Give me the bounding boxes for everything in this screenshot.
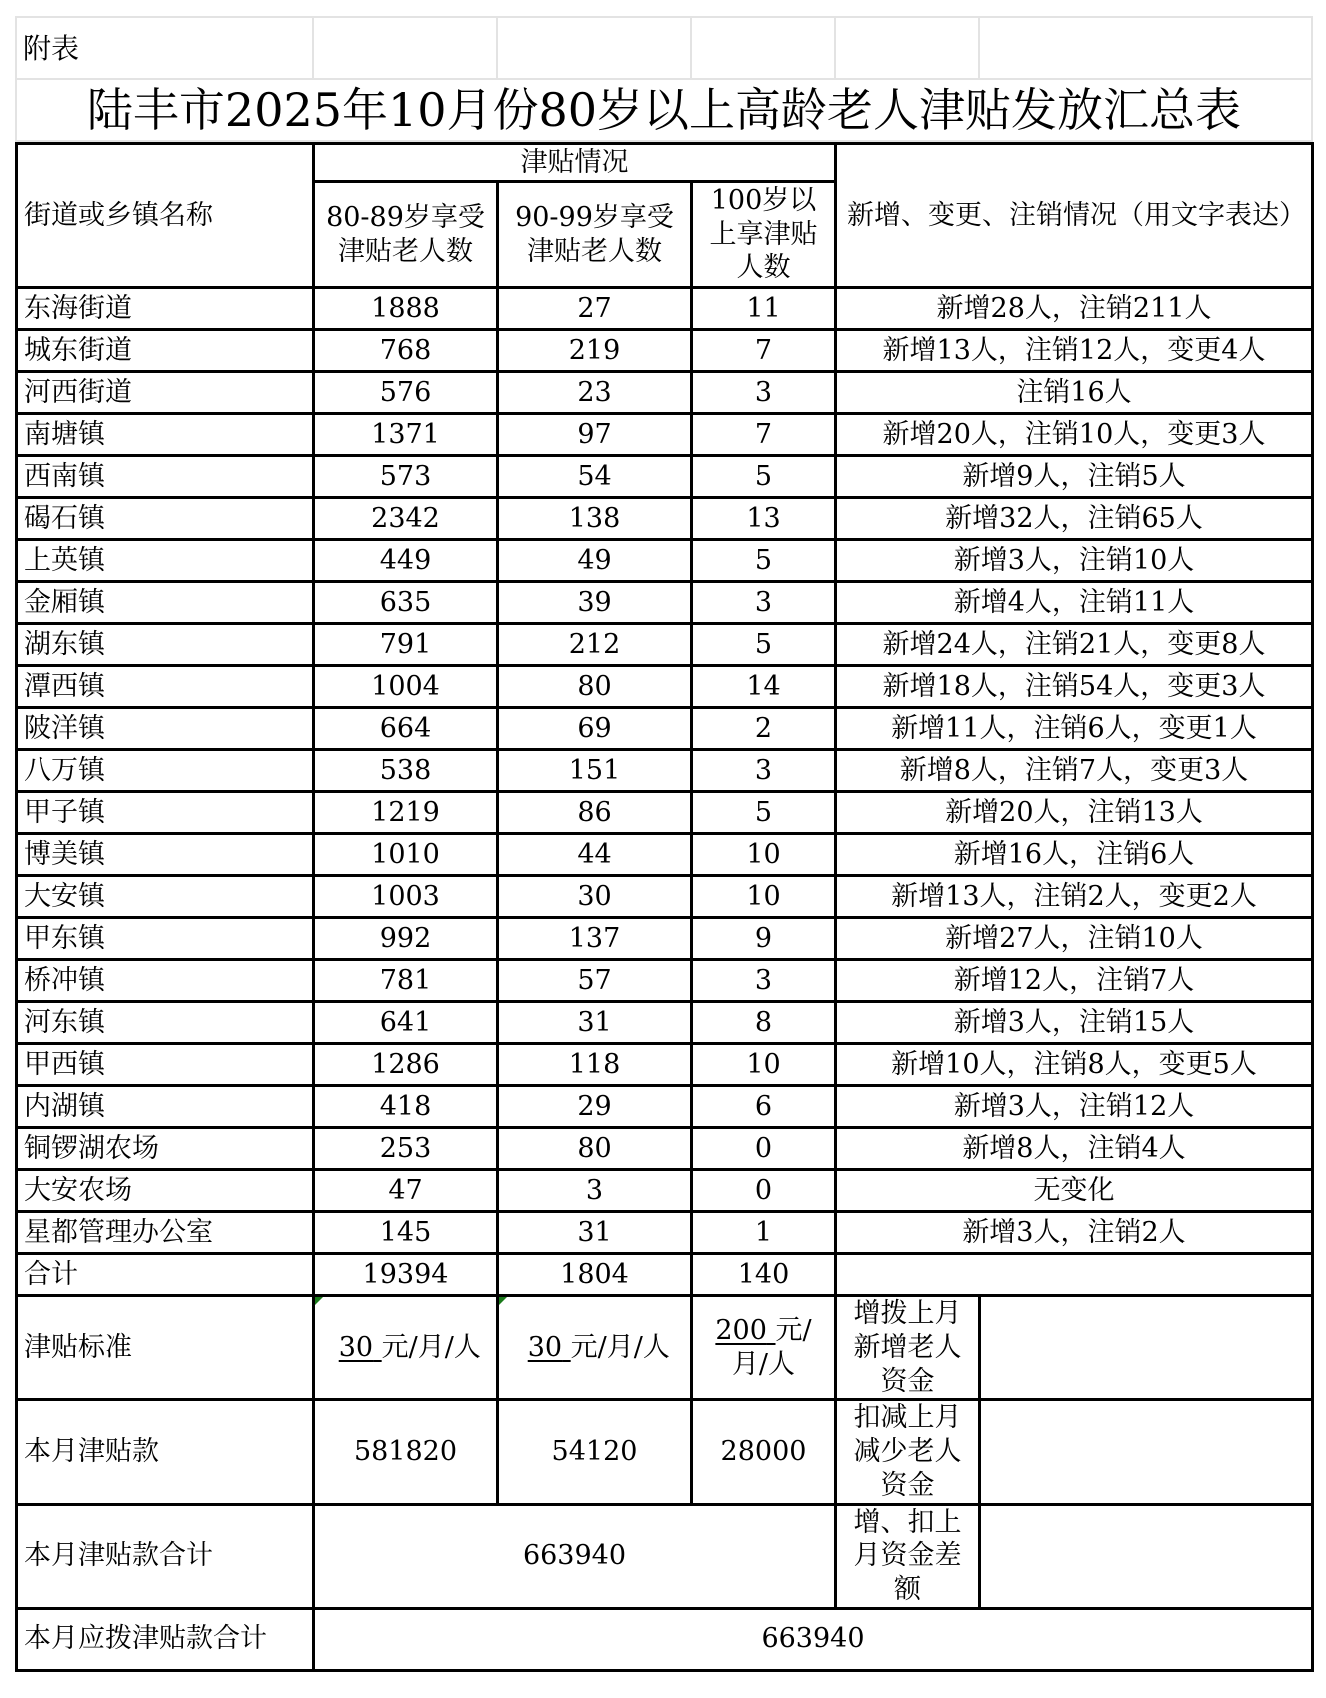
row-changes[interactable]: 新增20人，注销10人，变更3人 xyxy=(836,414,1313,456)
standard-unit: 元/月/人 xyxy=(731,1314,812,1380)
col-header-100-plus: 100岁以上享津贴人数 xyxy=(692,182,836,288)
row-100-plus[interactable]: 7 xyxy=(692,414,836,456)
row-80-89[interactable]: 1286 xyxy=(314,1044,498,1086)
total-80-89[interactable]: 19394 xyxy=(314,1254,498,1296)
row-90-99[interactable]: 31 xyxy=(498,1002,692,1044)
standard-unit: 元/月/人 xyxy=(570,1331,670,1363)
monthly-label: 本月津贴款 xyxy=(17,1400,314,1504)
row-100-plus[interactable]: 10 xyxy=(692,876,836,918)
row-changes[interactable]: 新增11人，注销6人，变更1人 xyxy=(836,708,1313,750)
data-table xyxy=(15,142,1314,1672)
table-row xyxy=(17,582,1313,624)
row-changes[interactable]: 新增24人，注销21人，变更8人 xyxy=(836,624,1313,666)
row-100-plus[interactable]: 2 xyxy=(692,708,836,750)
standard-amount: 30 xyxy=(527,1331,563,1363)
total-90-99[interactable]: 1804 xyxy=(498,1254,692,1296)
col-header-name: 街道或乡镇名称 xyxy=(17,144,314,288)
row-90-99[interactable]: 57 xyxy=(498,960,692,1002)
appendix-label: 附表 xyxy=(16,17,313,79)
deduct-funds-label: 扣减上月减少老人资金 xyxy=(836,1400,980,1504)
add-funds-label: 增拨上月新增老人资金 xyxy=(836,1296,980,1400)
add-funds-value[interactable] xyxy=(980,1296,1313,1400)
total-100-plus[interactable]: 140 xyxy=(692,1254,836,1296)
row-90-99[interactable]: 138 xyxy=(498,498,692,540)
row-changes[interactable]: 新增3人，注销15人 xyxy=(836,1002,1313,1044)
row-90-99[interactable]: 80 xyxy=(498,666,692,708)
row-90-99[interactable]: 151 xyxy=(498,750,692,792)
row-name: 内湖镇 xyxy=(17,1086,314,1128)
row-80-89[interactable]: 781 xyxy=(314,960,498,1002)
row-90-99[interactable]: 23 xyxy=(498,372,692,414)
row-name: 博美镇 xyxy=(17,834,314,876)
payable-total-row xyxy=(17,1608,1313,1670)
row-name: 大安镇 xyxy=(17,876,314,918)
row-name: 东海街道 xyxy=(17,288,314,330)
empty-cell[interactable] xyxy=(313,17,497,79)
data-rows xyxy=(17,288,1313,1254)
row-90-99[interactable]: 69 xyxy=(498,708,692,750)
row-100-plus[interactable]: 5 xyxy=(692,624,836,666)
row-80-89[interactable]: 538 xyxy=(314,750,498,792)
row-100-plus[interactable]: 10 xyxy=(692,1044,836,1086)
empty-cell[interactable] xyxy=(979,17,1312,79)
row-100-plus[interactable]: 0 xyxy=(692,1170,836,1212)
sheet-header xyxy=(15,16,1313,142)
col-header-90-99: 90-99岁享受津贴老人数 xyxy=(498,182,692,288)
monthly-total-value[interactable]: 663940 xyxy=(314,1504,836,1608)
row-80-89[interactable]: 1003 xyxy=(314,876,498,918)
col-header-group: 津贴情况 xyxy=(314,144,836,182)
row-name: 潭西镇 xyxy=(17,666,314,708)
row-100-plus[interactable]: 5 xyxy=(692,456,836,498)
row-80-89[interactable]: 635 xyxy=(314,582,498,624)
row-name: 碣石镇 xyxy=(17,498,314,540)
row-name: 河东镇 xyxy=(17,1002,314,1044)
row-100-plus[interactable]: 3 xyxy=(692,582,836,624)
difference-label: 增、扣上月资金差额 xyxy=(836,1504,980,1608)
row-name: 陂洋镇 xyxy=(17,708,314,750)
row-80-89[interactable]: 1371 xyxy=(314,414,498,456)
row-changes[interactable]: 新增13人，注销12人，变更4人 xyxy=(836,330,1313,372)
monthly-total-row xyxy=(17,1504,1313,1608)
table-row xyxy=(17,456,1313,498)
table-row xyxy=(17,876,1313,918)
col-header-80-89: 80-89岁享受津贴老人数 xyxy=(314,182,498,288)
standard-amount: 30 xyxy=(338,1331,374,1363)
row-100-plus[interactable]: 1 xyxy=(692,1212,836,1254)
row-changes[interactable]: 新增3人，注销10人 xyxy=(836,540,1313,582)
row-90-99[interactable]: 54 xyxy=(498,456,692,498)
table-row xyxy=(17,1128,1313,1170)
row-changes[interactable]: 新增27人，注销10人 xyxy=(836,918,1313,960)
row-changes[interactable]: 无变化 xyxy=(836,1170,1313,1212)
table-row xyxy=(17,624,1313,666)
row-80-89[interactable]: 253 xyxy=(314,1128,498,1170)
row-changes[interactable]: 注销16人 xyxy=(836,372,1313,414)
table-row xyxy=(17,498,1313,540)
row-80-89[interactable]: 664 xyxy=(314,708,498,750)
empty-cell[interactable] xyxy=(497,17,691,79)
row-90-99[interactable]: 39 xyxy=(498,582,692,624)
difference-value[interactable] xyxy=(980,1504,1313,1608)
row-90-99[interactable]: 27 xyxy=(498,288,692,330)
table-row xyxy=(17,960,1313,1002)
row-80-89[interactable]: 449 xyxy=(314,540,498,582)
standard-80-89[interactable] xyxy=(314,1296,498,1400)
row-90-99[interactable]: 30 xyxy=(498,876,692,918)
row-80-89[interactable]: 1010 xyxy=(314,834,498,876)
row-80-89[interactable]: 791 xyxy=(314,624,498,666)
row-name: 桥冲镇 xyxy=(17,960,314,1002)
row-100-plus[interactable]: 11 xyxy=(692,288,836,330)
row-80-89[interactable]: 2342 xyxy=(314,498,498,540)
row-changes[interactable]: 新增3人，注销12人 xyxy=(836,1086,1313,1128)
table-row xyxy=(17,918,1313,960)
row-90-99[interactable]: 49 xyxy=(498,540,692,582)
row-90-99[interactable]: 44 xyxy=(498,834,692,876)
row-changes[interactable]: 新增20人，注销13人 xyxy=(836,792,1313,834)
row-90-99[interactable]: 137 xyxy=(498,918,692,960)
standard-amount: 200 xyxy=(715,1314,767,1346)
monthly-100-plus[interactable]: 28000 xyxy=(692,1400,836,1504)
page-title: 陆丰市2025年10月份80岁以上高龄老人津贴发放汇总表 xyxy=(16,79,1312,141)
table-row xyxy=(17,414,1313,456)
row-80-89[interactable]: 418 xyxy=(314,1086,498,1128)
row-80-89[interactable]: 768 xyxy=(314,330,498,372)
row-100-plus[interactable]: 6 xyxy=(692,1086,836,1128)
total-note[interactable] xyxy=(836,1254,1313,1296)
payable-total-value[interactable]: 663940 xyxy=(314,1608,1313,1670)
table-row xyxy=(17,666,1313,708)
table-row xyxy=(17,372,1313,414)
row-name: 湖东镇 xyxy=(17,624,314,666)
row-100-plus[interactable]: 0 xyxy=(692,1128,836,1170)
row-90-99[interactable]: 118 xyxy=(498,1044,692,1086)
standard-row xyxy=(17,1296,1313,1400)
row-90-99[interactable]: 80 xyxy=(498,1128,692,1170)
row-90-99[interactable]: 97 xyxy=(498,414,692,456)
row-90-99[interactable]: 29 xyxy=(498,1086,692,1128)
table-row xyxy=(17,540,1313,582)
row-100-plus[interactable]: 10 xyxy=(692,834,836,876)
row-90-99[interactable]: 86 xyxy=(498,792,692,834)
row-changes[interactable]: 新增18人，注销54人，变更3人 xyxy=(836,666,1313,708)
total-row xyxy=(17,1254,1313,1296)
row-name: 西南镇 xyxy=(17,456,314,498)
row-100-plus[interactable]: 9 xyxy=(692,918,836,960)
row-80-89[interactable]: 641 xyxy=(314,1002,498,1044)
monthly-90-99[interactable]: 54120 xyxy=(498,1400,692,1504)
empty-cell[interactable] xyxy=(691,17,835,79)
payable-total-label: 本月应拨津贴款合计 xyxy=(17,1608,314,1670)
summary-sheet xyxy=(15,16,1311,1672)
row-100-plus[interactable]: 8 xyxy=(692,1002,836,1044)
row-name: 八万镇 xyxy=(17,750,314,792)
row-changes[interactable]: 新增28人，注销211人 xyxy=(836,288,1313,330)
table-row xyxy=(17,330,1313,372)
row-90-99[interactable]: 219 xyxy=(498,330,692,372)
row-80-89[interactable]: 145 xyxy=(314,1212,498,1254)
row-80-89[interactable]: 1219 xyxy=(314,792,498,834)
row-changes[interactable]: 新增8人，注销7人，变更3人 xyxy=(836,750,1313,792)
row-90-99[interactable]: 31 xyxy=(498,1212,692,1254)
total-label: 合计 xyxy=(17,1254,314,1296)
table-row xyxy=(17,1044,1313,1086)
row-changes[interactable]: 新增12人，注销7人 xyxy=(836,960,1313,1002)
row-name: 上英镇 xyxy=(17,540,314,582)
row-100-plus[interactable]: 3 xyxy=(692,750,836,792)
row-100-plus[interactable]: 3 xyxy=(692,372,836,414)
table-row xyxy=(17,1002,1313,1044)
row-80-89[interactable]: 573 xyxy=(314,456,498,498)
monthly-80-89[interactable]: 581820 xyxy=(314,1400,498,1504)
row-changes[interactable]: 新增3人，注销2人 xyxy=(836,1212,1313,1254)
table-row xyxy=(17,1086,1313,1128)
row-80-89[interactable]: 47 xyxy=(314,1170,498,1212)
deduct-funds-value[interactable] xyxy=(980,1400,1313,1504)
row-name: 甲子镇 xyxy=(17,792,314,834)
table-row xyxy=(17,834,1313,876)
empty-cell[interactable] xyxy=(835,17,979,79)
row-name: 甲西镇 xyxy=(17,1044,314,1086)
standard-100-plus[interactable] xyxy=(692,1296,836,1400)
standard-label: 津贴标准 xyxy=(17,1296,314,1400)
standard-90-99[interactable] xyxy=(498,1296,692,1400)
standard-unit: 元/月/人 xyxy=(381,1331,481,1363)
row-name: 铜锣湖农场 xyxy=(17,1128,314,1170)
row-changes[interactable]: 新增13人，注销2人，变更2人 xyxy=(836,876,1313,918)
table-row xyxy=(17,288,1313,330)
table-row xyxy=(17,750,1313,792)
row-100-plus[interactable]: 3 xyxy=(692,960,836,1002)
row-name: 大安农场 xyxy=(17,1170,314,1212)
row-90-99[interactable]: 3 xyxy=(498,1170,692,1212)
row-name: 河西街道 xyxy=(17,372,314,414)
row-80-89[interactable]: 1888 xyxy=(314,288,498,330)
row-changes[interactable]: 新增16人，注销6人 xyxy=(836,834,1313,876)
row-name: 金厢镇 xyxy=(17,582,314,624)
row-changes[interactable]: 新增4人，注销11人 xyxy=(836,582,1313,624)
table-row xyxy=(17,792,1313,834)
monthly-row xyxy=(17,1400,1313,1504)
row-changes[interactable]: 新增8人，注销4人 xyxy=(836,1128,1313,1170)
row-name: 星都管理办公室 xyxy=(17,1212,314,1254)
row-name: 南塘镇 xyxy=(17,414,314,456)
table-row xyxy=(17,1170,1313,1212)
row-name: 城东街道 xyxy=(17,330,314,372)
row-changes[interactable]: 新增10人，注销8人，变更5人 xyxy=(836,1044,1313,1086)
table-row xyxy=(17,708,1313,750)
monthly-total-label: 本月津贴款合计 xyxy=(17,1504,314,1608)
row-changes[interactable]: 新增32人，注销65人 xyxy=(836,498,1313,540)
col-header-changes: 新增、变更、注销情况（用文字表达） xyxy=(836,144,1313,288)
row-name: 甲东镇 xyxy=(17,918,314,960)
table-row xyxy=(17,1212,1313,1254)
row-100-plus[interactable]: 14 xyxy=(692,666,836,708)
row-100-plus[interactable]: 5 xyxy=(692,540,836,582)
row-80-89[interactable]: 576 xyxy=(314,372,498,414)
row-100-plus[interactable]: 7 xyxy=(692,330,836,372)
row-changes[interactable]: 新增9人，注销5人 xyxy=(836,456,1313,498)
row-80-89[interactable]: 1004 xyxy=(314,666,498,708)
row-100-plus[interactable]: 5 xyxy=(692,792,836,834)
row-90-99[interactable]: 212 xyxy=(498,624,692,666)
row-100-plus[interactable]: 13 xyxy=(692,498,836,540)
row-80-89[interactable]: 992 xyxy=(314,918,498,960)
